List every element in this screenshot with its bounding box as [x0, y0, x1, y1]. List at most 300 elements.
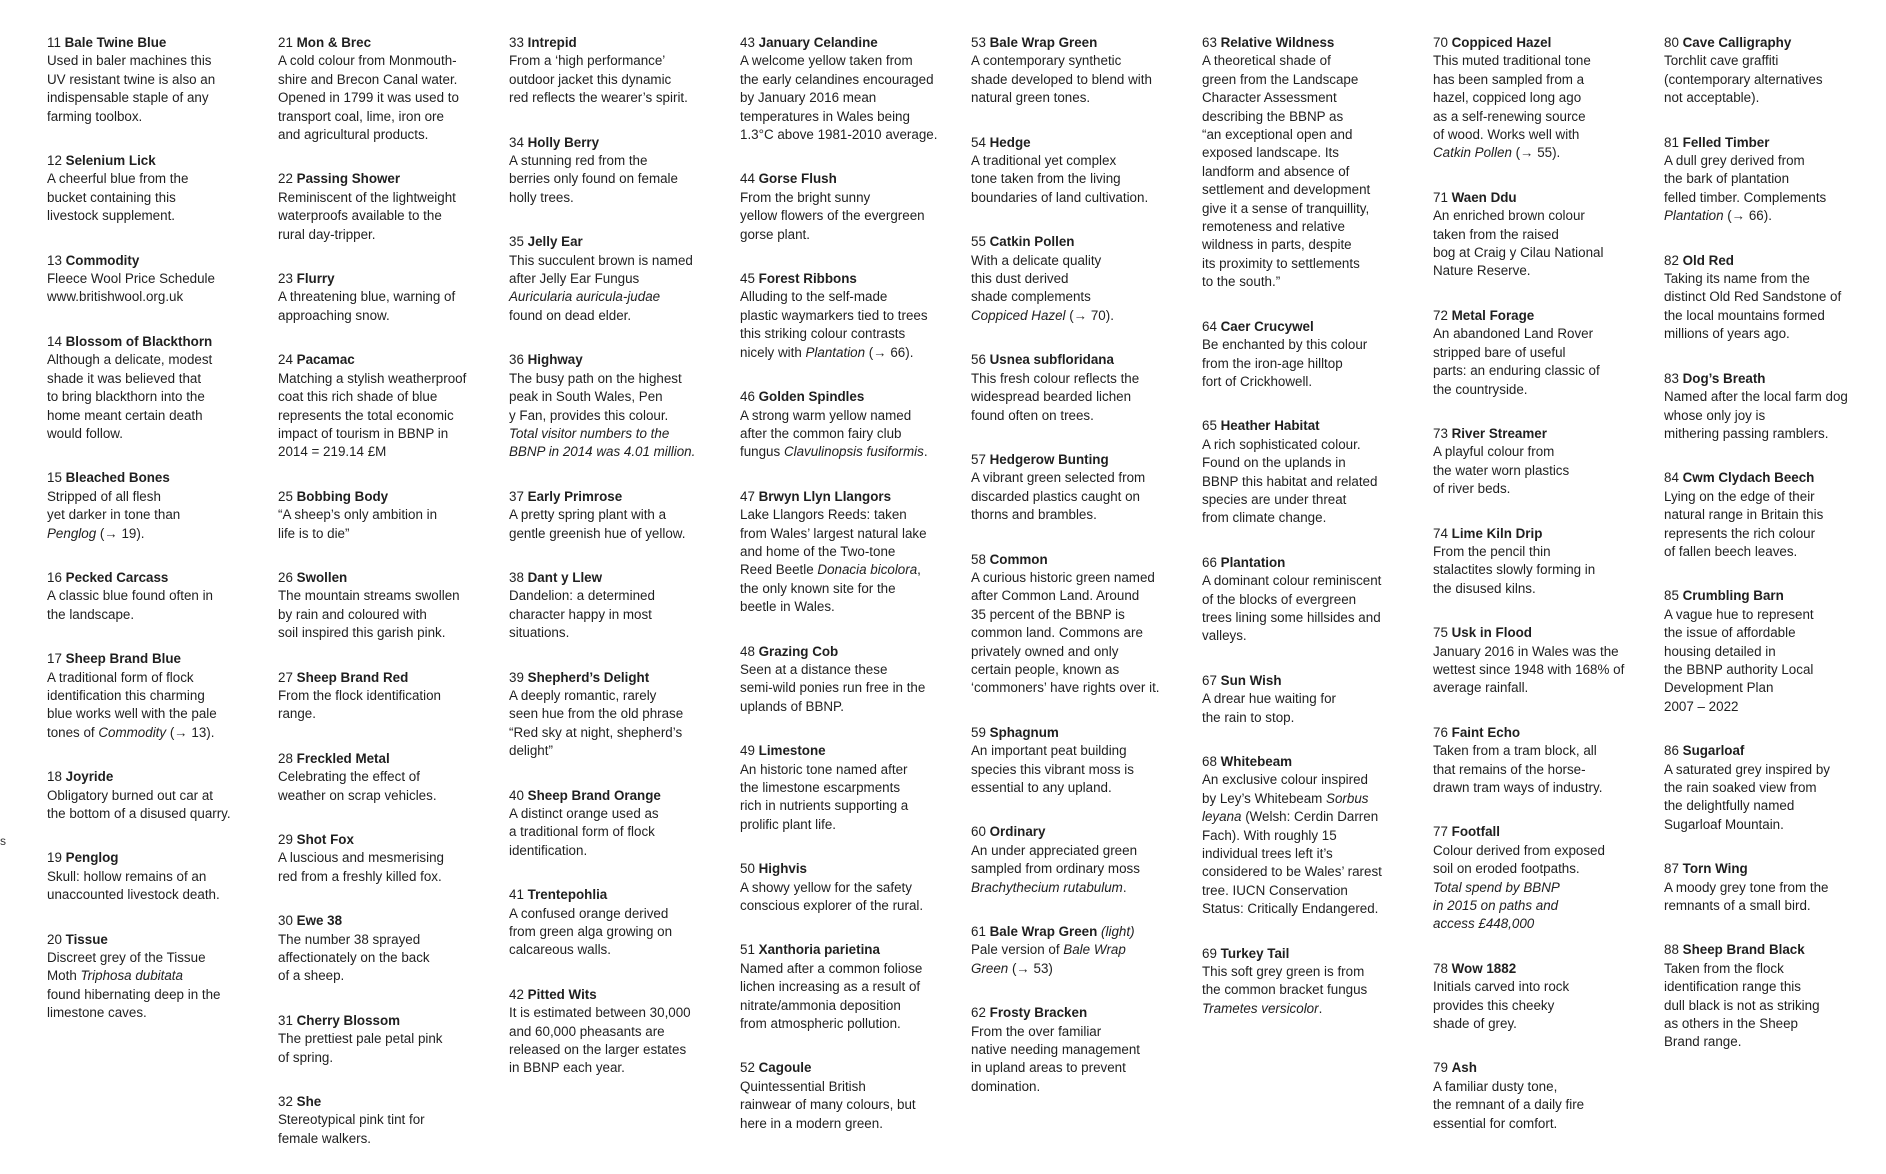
- entry-number: 41: [509, 887, 524, 903]
- italic-reference: Bale Wrap: [1063, 942, 1126, 958]
- description-text: the water worn plastics: [1433, 462, 1570, 478]
- description-text: give it a sense of tranquillity,: [1202, 200, 1370, 216]
- description-text: Colour derived from exposed: [1433, 842, 1605, 858]
- description-text: indispensable staple of any: [47, 90, 209, 106]
- entry-description-line: [1433, 325, 1655, 343]
- description-text: to the south.”: [1202, 274, 1281, 290]
- description-text: A deeply romantic, rarely: [509, 687, 657, 703]
- entry-number: 71: [1433, 189, 1448, 205]
- entry-description-line: [740, 407, 962, 425]
- entry-heading: [509, 787, 731, 805]
- entry-description-line: [740, 960, 962, 978]
- entry-description-line: [1433, 580, 1655, 598]
- entry-number: 33: [509, 35, 524, 50]
- colour-entry: [278, 750, 500, 805]
- entry-description-line: [1202, 373, 1424, 391]
- entry-description-line: [278, 787, 500, 805]
- entry-name: Coppiced Hazel: [1451, 35, 1552, 50]
- entry-description-line: [47, 1004, 269, 1022]
- entry-description-line: [1202, 436, 1424, 454]
- description-text: This succulent brown is named: [509, 252, 693, 268]
- entry-number: 50: [740, 861, 755, 877]
- description-text: from climate change.: [1202, 510, 1327, 526]
- entry-heading: [278, 34, 500, 52]
- entry-description-line: [971, 879, 1193, 897]
- entry-description-line: [1202, 71, 1424, 89]
- page-edge-mark: s: [0, 834, 6, 848]
- entry-name: Mon & Brec: [296, 35, 372, 50]
- description-text: the remnant of a daily fire: [1433, 1097, 1585, 1113]
- entry-heading: [1202, 554, 1424, 572]
- entry-name: Freckled Metal: [296, 750, 390, 766]
- entry-description-line: [278, 606, 500, 624]
- entry-description-line: [740, 108, 962, 126]
- entry-description-line: [47, 270, 269, 288]
- entry-description-line: [509, 370, 731, 388]
- entry-description-line: [509, 407, 731, 425]
- entry-description-line: [1202, 255, 1424, 273]
- entry-description-line: [509, 724, 731, 742]
- colour-entry: [1664, 587, 1886, 716]
- entry-name: Holly Berry: [527, 134, 600, 150]
- colour-entry: [278, 569, 500, 643]
- entry-description-line: [740, 425, 962, 443]
- colour-entry: [47, 849, 269, 904]
- entry-description-line: [47, 407, 269, 425]
- entry-heading: [740, 643, 962, 661]
- colour-entry: [971, 823, 1193, 897]
- description-text: Skull: hollow remains of an: [47, 868, 207, 884]
- entry-heading: [1433, 189, 1655, 207]
- entry-description-line: [278, 967, 500, 985]
- entry-description-line: [1202, 355, 1424, 373]
- entry-heading: [971, 451, 1193, 469]
- description-text: shade complements: [971, 289, 1091, 305]
- colour-entry: [278, 1093, 500, 1148]
- entry-description-line: [971, 624, 1193, 642]
- entry-number: 73: [1433, 425, 1448, 441]
- description-text: sampled from ordinary moss: [971, 861, 1140, 877]
- entry-description-line: [1202, 690, 1424, 708]
- entry-number: 86: [1664, 743, 1679, 759]
- entry-name: Golden Spindles: [758, 389, 865, 405]
- entry-heading: [1433, 724, 1655, 742]
- entry-heading: [1664, 860, 1886, 878]
- entry-number: 39: [509, 669, 524, 685]
- entry-name: Whitebeam: [1220, 754, 1293, 769]
- colour-entry: [509, 669, 731, 761]
- description-text: From the bright sunny: [740, 189, 871, 205]
- entry-description-line: [971, 569, 1193, 587]
- entry-description-line: [509, 288, 731, 306]
- entry-description-line: [740, 325, 962, 343]
- description-text: y Fan, provides this colour.: [509, 407, 669, 423]
- description-text: A stunning red from the: [509, 153, 648, 169]
- entry-name: Blossom of Blackthorn: [65, 333, 213, 349]
- entry-description-line: [971, 1041, 1193, 1059]
- colour-entry: [47, 34, 269, 126]
- entry-description-line: [509, 307, 731, 325]
- entry-description-line: [1664, 643, 1886, 661]
- entry-description-line: [509, 152, 731, 170]
- description-text: female walkers.: [278, 1130, 372, 1146]
- description-text: The mountain streams swollen: [278, 588, 460, 604]
- description-text: BBNP in 2014 was 4.01 million.: [509, 444, 696, 460]
- entry-number: 77: [1433, 824, 1448, 840]
- colour-entry: [278, 170, 500, 244]
- entry-description-line: [1202, 771, 1424, 789]
- description-text: of river beds.: [1433, 481, 1511, 497]
- colour-entry: [1202, 672, 1424, 727]
- description-text: A welcome yellow taken from: [740, 53, 913, 69]
- entry-number: 26: [278, 569, 293, 585]
- description-text: thorns and brambles.: [971, 507, 1097, 523]
- entry-name: Faint Echo: [1451, 724, 1521, 740]
- description-text: An under appreciated green: [971, 842, 1138, 858]
- description-text-after: (→ 19).: [96, 525, 145, 541]
- entry-number: 46: [740, 389, 755, 405]
- colour-entry: [1202, 417, 1424, 527]
- entry-name: Usk in Flood: [1451, 625, 1532, 641]
- entry-name: Bale Twine Blue: [64, 35, 167, 50]
- description-text: Taken from the flock: [1664, 960, 1784, 976]
- entry-description-line: [740, 1015, 962, 1033]
- description-text: shade it was believed that: [47, 370, 202, 386]
- entry-number: 57: [971, 451, 986, 467]
- description-text: remoteness and relative: [1202, 219, 1345, 235]
- entry-name: Bleached Bones: [65, 470, 170, 486]
- description-text: individual trees left it’s: [1202, 846, 1333, 862]
- entry-number: 18: [47, 769, 62, 785]
- description-text: domination.: [971, 1078, 1041, 1094]
- description-text: A traditional yet complex: [971, 153, 1117, 169]
- entry-description-line: [971, 469, 1193, 487]
- colour-entry: [740, 34, 962, 144]
- description-text: Stripped of all flesh: [47, 488, 161, 504]
- description-text: BBNP this habitat and related: [1202, 473, 1378, 489]
- description-text: 2007 – 2022: [1664, 698, 1739, 714]
- colour-entry: [740, 643, 962, 717]
- entry-description-line: [47, 787, 269, 805]
- entry-number: 54: [971, 134, 986, 150]
- entry-description-line: [278, 587, 500, 605]
- entry-name: Pecked Carcass: [65, 569, 169, 585]
- entry-number: 14: [47, 333, 62, 349]
- entry-description-line: [740, 816, 962, 834]
- colour-entry: [278, 912, 500, 986]
- description-text: An important peat building: [971, 743, 1127, 759]
- entry-description-line: [1202, 163, 1424, 181]
- entry-description-line: [971, 407, 1193, 425]
- description-text: identification this charming: [47, 687, 205, 703]
- description-text: Sugarloaf Mountain.: [1664, 816, 1784, 832]
- entry-number: 67: [1202, 672, 1217, 688]
- colour-entry: [971, 1004, 1193, 1096]
- entry-description-line: [509, 1059, 731, 1077]
- entry-heading: [47, 34, 269, 52]
- description-text: livestock supplement.: [47, 208, 176, 224]
- description-text: access £448,000: [1433, 916, 1535, 932]
- entry-heading: [740, 170, 962, 188]
- description-text: A threatening blue, warning of: [278, 289, 456, 305]
- entry-description-line: [1433, 462, 1655, 480]
- entry-description-line: [1433, 761, 1655, 779]
- entry-description-line: [509, 443, 731, 461]
- entry-name: Jelly Ear: [527, 234, 583, 250]
- entry-description-line: [740, 598, 962, 616]
- entry-name: Shepherd’s Delight: [527, 669, 650, 685]
- entry-description-line: [971, 679, 1193, 697]
- column-8: [1664, 34, 1886, 1078]
- entry-description-line: [47, 207, 269, 225]
- description-text: average rainfall.: [1433, 680, 1529, 696]
- description-text: has been sampled from a: [1433, 71, 1585, 87]
- colour-entry: [971, 724, 1193, 798]
- description-text: distinct Old Red Sandstone of: [1664, 289, 1842, 305]
- description-text: by Ley’s Whitebeam: [1202, 790, 1327, 806]
- entry-description-line: [1664, 698, 1886, 716]
- colour-entry: [47, 768, 269, 823]
- entry-description-line: [1433, 1115, 1655, 1133]
- entry-description-line: [740, 1096, 962, 1114]
- description-text: A cold colour from Monmouth-: [278, 53, 457, 69]
- description-text: the bottom of a disused quarry.: [47, 806, 231, 821]
- entry-description-line: [509, 89, 731, 107]
- entry-number: 13: [47, 252, 62, 268]
- description-text: impact of tourism in BBNP in: [278, 425, 449, 441]
- entry-description-line: [1664, 1015, 1886, 1033]
- colour-entry: [509, 986, 731, 1078]
- entry-description-line: [47, 687, 269, 705]
- description-text: This soft grey green is from: [1202, 964, 1365, 980]
- entry-description-line: [278, 108, 500, 126]
- entry-description-line: [47, 805, 269, 823]
- entry-description-line: [278, 189, 500, 207]
- description-text: This fresh colour reflects the: [971, 370, 1140, 386]
- entry-description-line: [1664, 407, 1886, 425]
- entry-description-line: [509, 506, 731, 524]
- description-text: A strong warm yellow named: [740, 407, 912, 423]
- entry-description-line: [1433, 52, 1655, 70]
- description-text: Discreet grey of the Tissue: [47, 950, 206, 966]
- colour-entry: [47, 569, 269, 624]
- entry-heading: [971, 923, 1193, 941]
- description-text: mithering passing ramblers.: [1664, 425, 1829, 441]
- entry-description-line: [1664, 170, 1886, 188]
- colour-entry: [1202, 753, 1424, 919]
- description-text: An abandoned Land Rover: [1433, 326, 1594, 342]
- entry-description-line: [47, 868, 269, 886]
- entry-heading: [509, 886, 731, 904]
- entry-description-line: [971, 189, 1193, 207]
- description-text: From a ‘high performance’: [509, 53, 666, 69]
- description-text: landform and absence of: [1202, 163, 1350, 179]
- entry-heading: [1433, 525, 1655, 543]
- entry-description-line: [1433, 1015, 1655, 1033]
- description-text: by January 2016 mean: [740, 90, 877, 106]
- entry-number: 20: [47, 931, 62, 947]
- description-text: that remains of the horse-: [1433, 761, 1586, 777]
- entry-description-line: [278, 52, 500, 70]
- italic-reference: Trametes versicolor: [1202, 1000, 1319, 1016]
- description-text: this striking colour contrasts: [740, 326, 906, 342]
- entry-description-line: [971, 89, 1193, 107]
- colour-entry: [1433, 425, 1655, 499]
- colour-entry: [47, 469, 269, 543]
- description-text: in BBNP each year.: [509, 1060, 625, 1076]
- description-text: Moth: [47, 968, 81, 984]
- entry-description-line: [1664, 89, 1886, 107]
- description-text: considered to be Wales’ rarest: [1202, 864, 1382, 880]
- description-text: yet darker in tone than: [47, 507, 181, 523]
- entry-heading: [278, 912, 500, 930]
- italic-reference: Sorbus: [1326, 790, 1369, 806]
- entry-description-line: [1202, 863, 1424, 881]
- entry-description-line: [1433, 443, 1655, 461]
- entry-name: Gorse Flush: [758, 171, 837, 187]
- entry-description-line: [1433, 997, 1655, 1015]
- entry-description-line: [740, 525, 962, 543]
- entry-description-line: [509, 905, 731, 923]
- entry-description-line: [1433, 543, 1655, 561]
- description-text: Total spend by BBNP: [1433, 879, 1560, 895]
- description-text: Stereotypical pink tint for: [278, 1112, 425, 1128]
- description-text: released on the larger estates: [509, 1042, 687, 1058]
- description-text: conscious explorer of the rural.: [740, 898, 924, 914]
- colour-entry: [971, 351, 1193, 425]
- entry-name: Shot Fox: [296, 832, 354, 847]
- entry-description-line: [47, 587, 269, 605]
- entry-description-line: [1202, 808, 1424, 826]
- entry-description-line: [740, 226, 962, 244]
- colour-entry: [1664, 860, 1886, 915]
- description-text: waterproofs available to the: [278, 208, 442, 224]
- entry-description-line: [1202, 981, 1424, 999]
- entry-heading: [278, 1093, 500, 1111]
- entry-number: 38: [509, 569, 524, 585]
- entry-heading: [1433, 823, 1655, 841]
- entry-name: Felled Timber: [1682, 134, 1770, 150]
- entry-name: Tissue: [65, 931, 108, 947]
- description-text: A saturated grey inspired by: [1664, 761, 1830, 777]
- entry-number: 48: [740, 643, 755, 659]
- entry-description-line: [1202, 144, 1424, 162]
- entry-number: 16: [47, 569, 62, 585]
- entry-name: Old Red: [1682, 252, 1734, 268]
- entry-description-line: [47, 724, 269, 742]
- entry-description-line: [740, 978, 962, 996]
- entry-heading: [1433, 34, 1655, 52]
- description-text: of spring.: [278, 1049, 334, 1065]
- entry-description-line: [1202, 454, 1424, 472]
- entry-number: 68: [1202, 754, 1217, 769]
- description-text: 2014 = 219.14 £M: [278, 444, 387, 460]
- description-text-after: .: [1318, 1000, 1323, 1016]
- description-text: Taken from a tram block, all: [1433, 743, 1597, 759]
- entry-heading: [47, 650, 269, 668]
- entry-description-line: [1433, 144, 1655, 162]
- entry-description-line: [971, 842, 1193, 860]
- entry-heading: [1433, 1059, 1655, 1077]
- entry-number: 30: [278, 913, 293, 929]
- description-text: blue works well with the pale: [47, 706, 217, 722]
- entry-name: Catkin Pollen: [989, 234, 1075, 250]
- italic-reference: Triphosa dubitata: [80, 968, 183, 984]
- colour-entry: [1664, 941, 1886, 1051]
- colour-entry: [509, 569, 731, 643]
- entry-description-line: [278, 425, 500, 443]
- colour-entry: [1202, 945, 1424, 1019]
- entry-description-line: [1433, 71, 1655, 89]
- entry-description-line: [740, 89, 962, 107]
- description-text: seen hue from the old phrase: [509, 706, 684, 722]
- description-text: the rain to stop.: [1202, 709, 1295, 725]
- entry-number: 75: [1433, 625, 1448, 641]
- entry-number: 70: [1433, 35, 1448, 50]
- entry-description-line: [278, 705, 500, 723]
- description-text: The prettiest pale petal pink: [278, 1031, 443, 1047]
- entry-name: Trentepohlia: [527, 887, 608, 903]
- entry-number: 17: [47, 651, 62, 667]
- description-text: www.britishwool.org.uk: [47, 289, 184, 305]
- italic-reference: Plantation: [1664, 208, 1724, 224]
- entry-description-line: [1664, 606, 1886, 624]
- entry-description-line: [740, 779, 962, 797]
- description-text: in upland areas to prevent: [971, 1060, 1126, 1076]
- entry-number: 69: [1202, 945, 1217, 961]
- description-text: A curious historic green named: [971, 569, 1155, 585]
- entry-description-line: [278, 1130, 500, 1148]
- entry-name: Cwm Clydach Beech: [1682, 470, 1815, 486]
- description-text: Quintessential British: [740, 1078, 866, 1094]
- entry-name: Highway: [527, 352, 583, 368]
- entry-number: 66: [1202, 554, 1217, 570]
- entry-name: Ash: [1451, 1060, 1477, 1076]
- description-text-after: (Welsh: Cerdin Darren: [1241, 809, 1379, 825]
- description-text: privately owned and only: [971, 643, 1119, 659]
- colour-entry: [509, 233, 731, 325]
- description-text: “Red sky at night, shepherd’s: [509, 724, 683, 740]
- description-text: of wood. Works well with: [1433, 127, 1580, 143]
- description-text: Pale version of: [971, 942, 1064, 958]
- entry-heading: [1664, 370, 1886, 388]
- entry-description-line: [1664, 189, 1886, 207]
- entry-description-line: [1202, 89, 1424, 107]
- entry-description-line: [971, 307, 1193, 325]
- italic-reference: Green: [971, 960, 1009, 976]
- entry-description-line: [740, 879, 962, 897]
- entry-name: Hedgerow Bunting: [989, 451, 1109, 467]
- entry-number: 31: [278, 1012, 293, 1028]
- colour-entry: [1664, 134, 1886, 226]
- entry-number: 37: [509, 488, 524, 504]
- description-text: lichen increasing as a result of: [740, 979, 921, 995]
- colour-entry: [1433, 307, 1655, 399]
- description-text: 35 percent of the BBNP is: [971, 606, 1125, 622]
- entry-description-line: [971, 779, 1193, 797]
- description-text: Fleece Wool Price Schedule: [47, 271, 215, 287]
- entry-description-line: [971, 742, 1193, 760]
- description-text: Matching a stylish weatherproof: [278, 370, 467, 386]
- entry-description-line: [47, 170, 269, 188]
- entry-description-line: [1664, 879, 1886, 897]
- description-text: valleys.: [1202, 628, 1247, 644]
- entry-description-line: [740, 797, 962, 815]
- italic-reference: Coppiced Hazel: [971, 307, 1066, 323]
- entry-description-line: [47, 669, 269, 687]
- entry-name: Early Primrose: [527, 488, 623, 504]
- description-text: tree. IUCN Conservation: [1202, 882, 1348, 898]
